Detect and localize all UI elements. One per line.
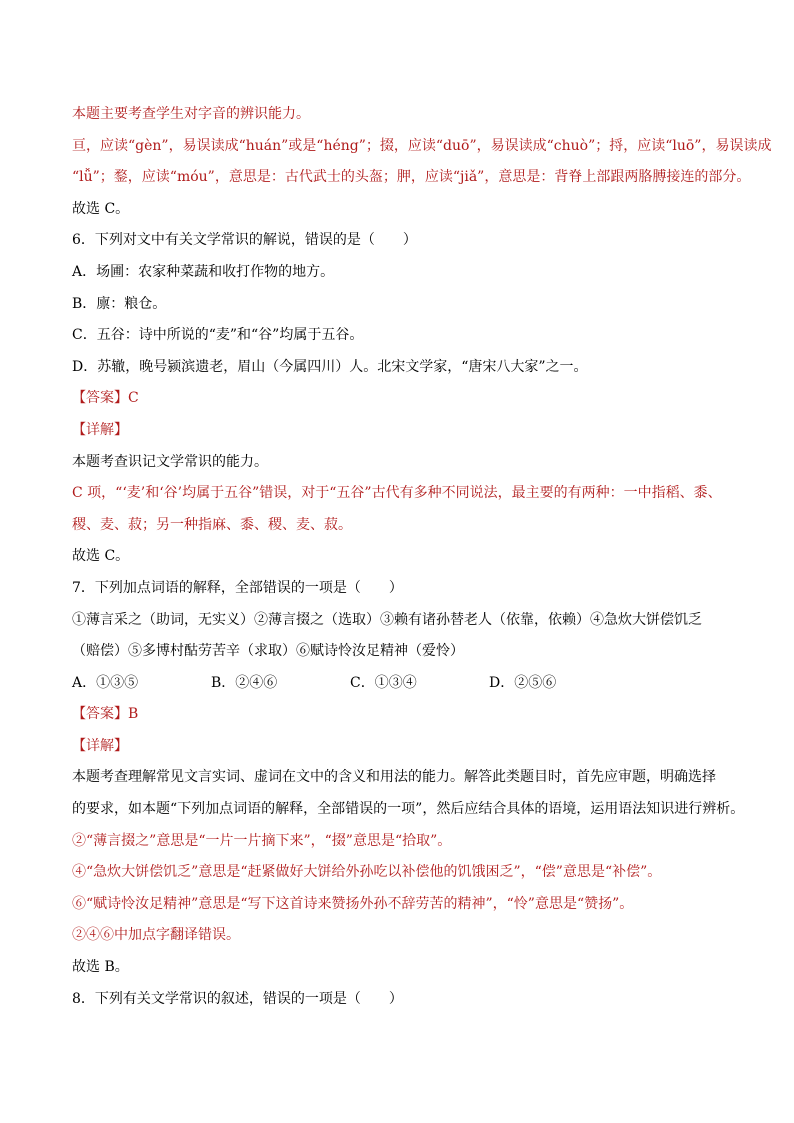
text-line: 【答案】C — [72, 390, 139, 407]
text-line: 本题考查识记文学常识的能力。 — [72, 453, 268, 470]
text-line: 稷、麦、菽；另一种指麻、黍、稷、麦、菽。 — [72, 516, 352, 533]
text-line: ①薄言采之（助词，无实义）②薄言掇之（选取）③赖有诸孙替老人（依靠，依赖）④急炊大饼偿饥乏 — [72, 611, 702, 628]
text-line: B．廪：粮仓。 — [72, 295, 167, 312]
choice-option: D．②⑤⑥ — [489, 674, 557, 691]
text-line: C．五谷：诗中所说的“麦”和“谷”均属于五谷。 — [72, 327, 364, 344]
document-page — [72, 99, 772, 1015]
text-line: ②④⑥中加点字翻译错误。 — [72, 927, 240, 944]
text-line: C 项，“‘麦’和‘谷’均属于五谷”错误，对于“五谷”古代有多种不同说法，最主要的有两种：一中指稻、黍、 — [72, 485, 722, 502]
text-line: D．苏辙，晚号颍滨遗老，眉山（今属四川）人。北宋文学家，“唐宋八大家”之一。 — [72, 358, 588, 375]
text-line: 6．下列对文中有关文学常识的解说，错误的是（ ） — [72, 232, 417, 249]
choice-option: C．①③④ — [350, 674, 417, 691]
text-line: ⑥“赋诗怜汝足精神”意思是“写下这首诗来赞扬外孙不辞劳苦的精神”，“怜”意思是“赞扬”。 — [72, 895, 634, 912]
text-line: ②“薄言掇之”意思是“一片一片摘下来”，“掇”意思是“拾取”。 — [72, 832, 452, 849]
answer-choices — [72, 668, 732, 700]
choice-option: A．①③⑤ — [72, 674, 139, 691]
text-line: ④“急炊大饼偿饥乏”意思是“赶紧做好大饼给外孙吃以补偿他的饥饿困乏”，“偿”意思是“补偿”。 — [72, 864, 662, 881]
text-line: “lǚ”；鍪，应读“móu”，意思是：古代武士的头盔；胛，应读“jiǎ”，意思是：背脊上部跟两胳膊接连的部分。 — [72, 169, 751, 186]
text-line: 亘，应读“gèn”，易误读成“huán”或是“héng”；掇，应读“duō”，易误读成“chuò”；捋，应读“luō”，易误读成 — [72, 137, 772, 154]
text-line: （赔偿）⑤多博村酤劳苦辛（求取）⑥赋诗怜汝足精神（爱怜） — [72, 643, 464, 660]
text-line: 【答案】B — [72, 706, 139, 723]
text-line: 本题主要考查学生对字音的辨识能力。 — [72, 106, 310, 122]
text-line: 的要求，如本题“下列加点词语的解释，全部错误的一项”，然后应结合具体的语境，运用语法知识进行辨析。 — [72, 801, 745, 818]
text-line: 【详解】 — [72, 737, 128, 754]
text-line: 【详解】 — [72, 421, 128, 438]
text-line: 本题考查理解常见文言实词、虚词在文中的含义和用法的能力。解答此类题目时，首先应审题，明确选择 — [72, 769, 716, 786]
choice-option: B．②④⑥ — [211, 674, 278, 691]
text-line: 故选 B。 — [72, 959, 129, 976]
text-line: 8．下列有关文学常识的叙述，错误的一项是（ ） — [72, 990, 403, 1007]
text-line: A．场圃：农家种菜蔬和收打作物的地方。 — [72, 263, 335, 280]
text-line: 故选 C。 — [72, 548, 130, 565]
text-line: 故选 C。 — [72, 200, 130, 217]
text-line: 7．下列加点词语的解释，全部错误的一项是（ ） — [72, 579, 403, 596]
